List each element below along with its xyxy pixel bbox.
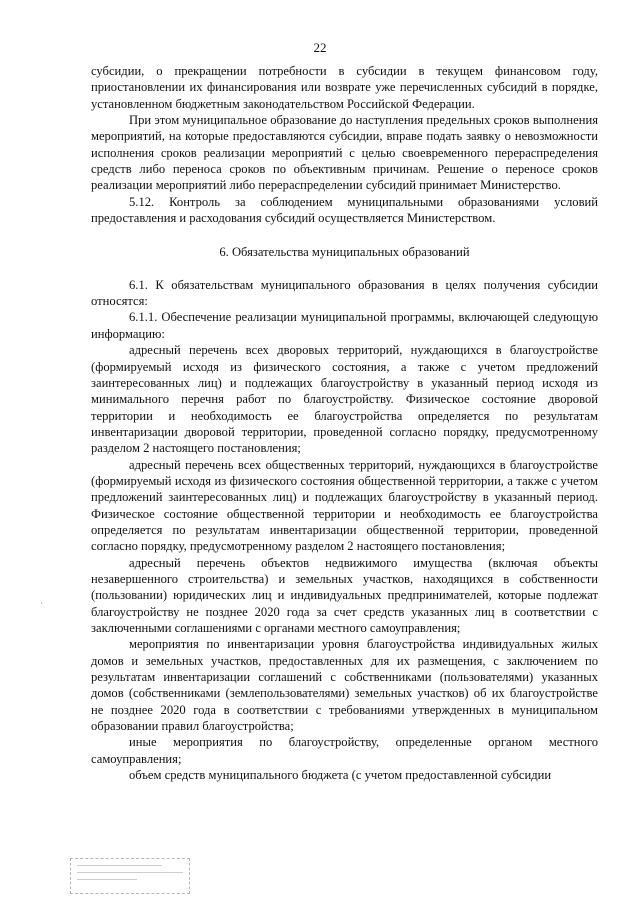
paragraph-subsidy-termination: субсидии, о прекращении потребности в субсидии в текущем финансовом году, приостановлении их финансирования или возврате уже перечисленных субсидий в порядке, установленном бюджетным законодательством Российской Федерации. (91, 64, 598, 111)
list-item-individual-houses-inventory: мероприятия по инвентаризации уровня благоустройства индивидуальных жилых домов и земельных участков, предоставленных для их размещения, с заключением по результатам инвентаризации соглашений с собственниками (пользователями) указанных домов (собственниками (землепользователями) земельных участков) об их благоустройстве не позднее 2020 года в соответствии с требованиями утвержденных в муниципальном образовании правил благоустройства; (91, 637, 598, 734)
paragraph-6-1: 6.1. К обязательствам муниципального образования в целях получения субсидии относятся: (91, 277, 598, 309)
paragraph-5-12-control: 5.12. Контроль за соблюдением муниципальными образованиями условий предоставления и расходования субсидий осуществляется Министерством. (91, 194, 598, 226)
page-number: 22 (313, 40, 327, 55)
margin-mark: · (40, 598, 43, 608)
paragraph-deadline-transfer: При этом муниципальное образование до наступления предельных сроков выполнения мероприятий, на которые предоставляются субсидии, вправе подать заявку о невозможности исполнения сроков реализации мероприятий с целью своевременного перераспределения средств либо переноса сроков по объективным причинам. Решение о переносе сроков реализации мероприятий либо перераспределении субсидий принимает Министерство. (91, 113, 598, 193)
list-item-budget-volume: объем средств муниципального бюджета (с учетом предоставленной субсидии (129, 768, 552, 783)
list-item-courtyard-territories: адресный перечень всех дворовых территорий, нуждающихся в благоустройстве (формируемый исходя из физического состояния, а также с учетом предложений заинтересованных лиц) и подлежащих благоустройству в указанный период исходя из минимального перечня работ по благоустройству. Физическое состояние дворовой территории и необходимость ее благоустройства определяется по результатам инвентаризации дворовой территории, проведенной согласно порядку, предусмотренному разделом 2 настоящего постановления; (91, 343, 598, 456)
registration-stamp (70, 858, 190, 894)
paragraph-6-1-1: 6.1.1. Обеспечение реализации муниципальной программы, включающей следующую информацию: (91, 310, 598, 341)
list-item-other-measures: иные мероприятия по благоустройству, определенные органом местного самоуправления; (91, 735, 598, 766)
list-item-real-estate-objects: адресный перечень объектов недвижимого имущества (включая объекты незавершенного строительства) и земельных участков, находящихся в собственности (пользовании) юридических лиц и индивидуальных предпринимателей, которые подлежат благоустройству не позднее 2020 года за счет средств указанных лиц в соответствии с заключенными соглашениями с органами местного самоуправления; (91, 555, 598, 635)
list-item-public-territories: адресный перечень всех общественных территорий, нуждающихся в благоустройстве (формируемый исходя из физического состояния общественной территории, а также с учетом предложений заинтересованных лиц) и подлежащих благоустройству в указанный период. Физическое состояние общественной территории и необходимость ее благоустройства определяется по результатам инвентаризации общественной территории, проведенной согласно порядку, предусмотренному разделом 2 настоящего постановления; (91, 457, 598, 554)
section-heading-obligations: 6. Обязательства муниципальных образований (219, 245, 470, 260)
document-body (91, 63, 598, 783)
